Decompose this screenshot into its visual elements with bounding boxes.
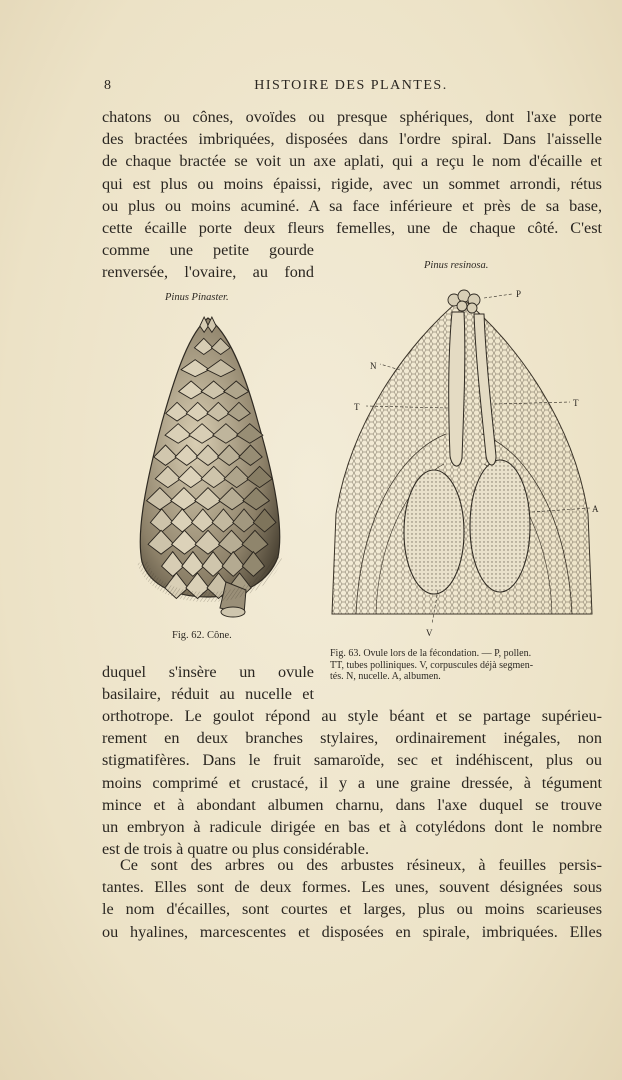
text-line: chatons ou cônes, ovoïdes ou presque sphériques, dont l'axe porte <box>102 108 602 126</box>
page-header <box>100 78 602 100</box>
page-number: 8 <box>104 78 113 93</box>
running-title: HISTOIRE DES PLANTES. <box>254 78 448 93</box>
caption-line: tés. N, nucelle. A, albumen. <box>330 671 441 682</box>
text-line: duquel s'insère un ovule <box>102 663 314 681</box>
text-line: de chaque bractée se voit un axe aplati, qui a reçu le nom d'écaille et <box>102 152 602 171</box>
caption-line: Fig. 63. Ovule lors de la fécondation. — P, pollen. <box>330 648 532 659</box>
text-line: tantes. Elles sont de deux formes. Les unes, souvent désignées sous <box>102 878 602 897</box>
text-line: renversée, l'ovaire, au fond <box>102 263 314 282</box>
label-v: V <box>426 628 433 638</box>
text-line: mince et à abondant albumen charnu, dans l'axe duquel se trouve <box>102 795 602 814</box>
text-line: basilaire, réduit au nucelle et <box>102 685 314 704</box>
figure-63-caption <box>330 648 602 683</box>
text-line: ou plus ou moins acuminé. A sa face inférieure et près de sa base, <box>102 196 602 215</box>
caption-line: TT, tubes polliniques. V, corpuscules déjà segmen- <box>330 659 534 671</box>
text-line: stigmatifères. Dans le fruit samaroïde, sec et indéhiscent, plus ou <box>102 751 602 770</box>
figure-62-species: Pinus Pinaster. <box>165 292 229 303</box>
text-line: un embryon à radicule dirigée en bas et à cotylédons dont le nombre <box>102 818 602 837</box>
text-line: des bractées imbriquées, disposées dans l'ordre spiral. Dans l'aisselle <box>102 130 602 149</box>
text-line: ou hyalines, marcescentes et disposées en spirale, imbriquées. Elles <box>102 922 602 941</box>
text-line: rement en deux branches stylaires, ordinairement inégales, non <box>102 729 602 748</box>
text-line: cette écaille porte deux fleurs femelles, une de chaque côté. C'est <box>102 219 602 238</box>
text-line: qui est plus ou moins épaissi, rigide, avec un sommet arrondi, rétus <box>102 174 602 193</box>
label-t-right: T <box>573 398 579 408</box>
label-p: P <box>516 289 522 299</box>
ovule-diagram <box>326 284 602 640</box>
figure-63-species: Pinus resinosa. <box>424 260 489 271</box>
paragraph-1-wrap <box>102 239 314 283</box>
text-line: orthotrope. Le goulot répond au style béant et se partage supérieu- <box>102 707 602 725</box>
label-t-left: T <box>354 402 360 412</box>
label-a: A <box>592 504 599 514</box>
pine-cone-illustration <box>128 312 288 624</box>
paragraph-2 <box>102 705 602 860</box>
paragraph-1 <box>102 106 602 239</box>
text-line: le nom d'écailles, sont courtes et larges, plus ou moins scarieuses <box>102 900 602 919</box>
text-line: comme une petite gourde <box>102 241 314 259</box>
label-n: N <box>370 361 377 371</box>
text-line: moins comprimé et crustacé, il y a une graine dressée, à tégument <box>102 773 602 792</box>
paragraph-3 <box>102 854 602 943</box>
figure-62-caption: Fig. 62. Cône. <box>172 630 232 641</box>
paragraph-2-wrap <box>102 661 314 705</box>
text-line: Ce sont des arbres ou des arbustes résineux, à feuilles persis- <box>120 856 602 874</box>
text-line: est de trois à quatre ou plus considérable. <box>102 840 370 859</box>
